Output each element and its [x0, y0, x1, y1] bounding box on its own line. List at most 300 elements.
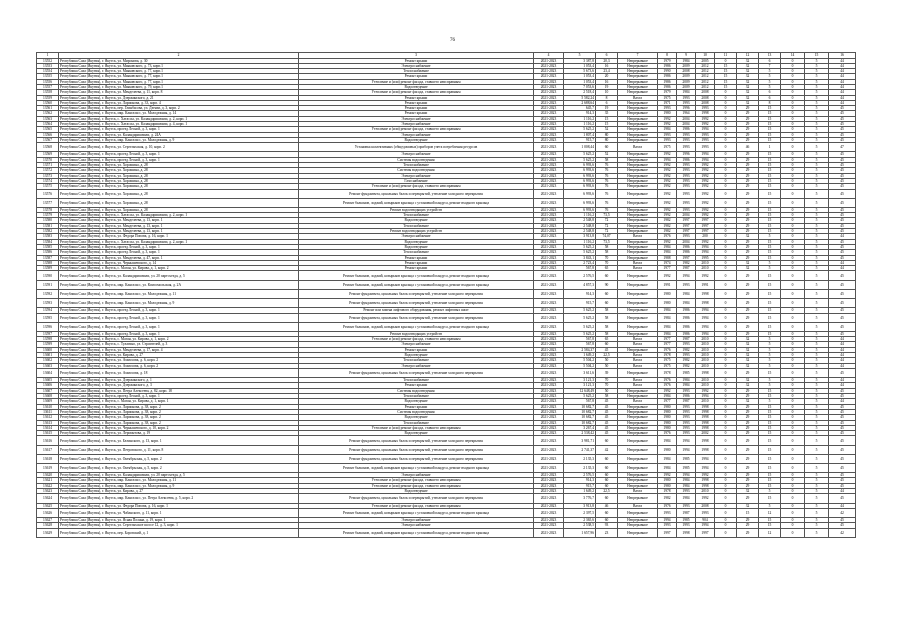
- table-cell: 645,7: [564, 106, 596, 111]
- table-cell: 45: [829, 255, 856, 260]
- table-cell: 1994: [696, 463, 715, 472]
- table-cell: 45: [829, 271, 856, 280]
- table-cell: 32: [737, 503, 759, 508]
- table-cell: 13582: [37, 229, 59, 234]
- table-cell: 0: [781, 157, 805, 162]
- column-header: 8: [658, 53, 677, 59]
- table-cell: 2021-2023: [534, 266, 564, 271]
- table-cell: 1984: [658, 322, 677, 331]
- table-cell: 0: [715, 218, 737, 223]
- table-cell: 0: [715, 342, 737, 347]
- table-cell: 3 913,8: [564, 503, 596, 508]
- table-cell: Непрерывное: [618, 106, 658, 111]
- table-cell: 15: [759, 137, 781, 142]
- table-cell: 0: [781, 218, 805, 223]
- table-cell: 3 843,1: [564, 255, 596, 260]
- table-cell: 45: [829, 368, 856, 377]
- table-cell: 1986: [658, 74, 677, 79]
- table-cell: 1 053,4: [564, 63, 596, 68]
- table-cell: Республика Саха (Якутия), г. Якутск, мкр. Кангаласс, ул. Молодежная, д. 11: [59, 289, 299, 298]
- table-cell: 5: [805, 409, 829, 414]
- table-cell: Ремонт крыши: [299, 58, 534, 63]
- table-cell: 1994: [696, 322, 715, 331]
- table-cell: 73,5: [596, 213, 618, 218]
- table-cell: 45: [829, 168, 856, 173]
- table-cell: 0: [715, 394, 737, 399]
- table-cell: 2021-2023: [534, 508, 564, 517]
- table-cell: Электроснабжение: [299, 523, 534, 528]
- column-header: 10: [696, 53, 715, 59]
- table-cell: 2021-2023: [534, 152, 564, 157]
- table-cell: 13618: [37, 454, 59, 463]
- table-cell: Непрерывное: [618, 425, 658, 430]
- table-cell: 1993: [677, 431, 696, 436]
- table-cell: 15: [759, 478, 781, 483]
- table-cell: 2012: [696, 63, 715, 68]
- table-cell: 2021-2023: [534, 260, 564, 265]
- table-cell: Вахта: [618, 342, 658, 347]
- table-cell: 60: [596, 342, 618, 347]
- table-cell: Ремонт фундамента, цокольных балок и перекрытий, утепление холодного перекрытия: [299, 313, 534, 322]
- table-cell: Ремонт фундамента, цокольных балок и перекрытий, утепление холодного перекрытия: [299, 289, 534, 298]
- table-cell: 1979: [658, 58, 677, 63]
- table-cell: 2008: [696, 503, 715, 508]
- table-cell: 15: [759, 106, 781, 111]
- table-cell: 567,8: [564, 337, 596, 342]
- table-cell: 8: [596, 95, 618, 100]
- table-cell: 29: [737, 415, 759, 420]
- table-cell: 5: [759, 260, 781, 265]
- table-cell: Республика Саха (Якутия), г. Якутск, ул. Кирова, д. 27: [59, 353, 299, 358]
- table-cell: 2021-2023: [534, 143, 564, 152]
- table-cell: 45: [829, 213, 856, 218]
- table-cell: 1980: [658, 478, 677, 483]
- table-cell: 50: [596, 388, 618, 393]
- table-cell: Непрерывное: [618, 271, 658, 280]
- table-cell: 12: [759, 508, 781, 517]
- table-cell: 15: [759, 239, 781, 244]
- table-cell: 0: [715, 508, 737, 517]
- table-cell: Ремонт крыши: [299, 260, 534, 265]
- table-cell: Ремонт крыши: [299, 111, 534, 116]
- table-cell: 1998: [696, 445, 715, 454]
- table-cell: Водоотведение: [299, 84, 534, 89]
- table-cell: Теплоснабжение: [299, 250, 534, 255]
- table-cell: 32: [737, 347, 759, 352]
- table-cell: 0: [781, 207, 805, 212]
- table-cell: 44: [829, 69, 856, 74]
- table-cell: 5: [805, 425, 829, 430]
- table-cell: 2021-2023: [534, 198, 564, 207]
- table-cell: 1982: [677, 347, 696, 352]
- table-cell: 76: [596, 207, 618, 212]
- table-cell: 44: [829, 378, 856, 383]
- table-cell: 15: [759, 178, 781, 183]
- table-cell: Республика Саха (Якутия), г. Якутск, ул. Хорошина, д. 28: [59, 163, 299, 168]
- table-cell: 15: [596, 116, 618, 121]
- table-cell: 1964: [677, 111, 696, 116]
- table-cell: 2010: [696, 353, 715, 358]
- table-cell: Непрерывное: [618, 189, 658, 198]
- table-cell: 0: [781, 280, 805, 289]
- table-cell: 1982: [677, 363, 696, 368]
- table-cell: 1993: [677, 415, 696, 420]
- table-cell: 1980: [658, 445, 677, 454]
- table-cell: 45: [829, 454, 856, 463]
- table-cell: 1992: [658, 198, 677, 207]
- table-cell: 0: [781, 342, 805, 347]
- table-cell: Вахта: [618, 358, 658, 363]
- table-cell: 15: [759, 494, 781, 503]
- table-cell: 20,3: [596, 58, 618, 63]
- table-cell: Ремонт крыши: [299, 74, 534, 79]
- table-cell: 0: [715, 223, 737, 228]
- table-cell: 0: [715, 132, 737, 137]
- table-cell: 1992: [696, 178, 715, 183]
- table-cell: 45: [829, 106, 856, 111]
- table-cell: 15: [759, 445, 781, 454]
- table-cell: 32: [737, 74, 759, 79]
- table-cell: 2021-2023: [534, 122, 564, 127]
- table-cell: 0: [715, 289, 737, 298]
- table-cell: Вахта: [618, 378, 658, 383]
- table-cell: 15: [759, 116, 781, 121]
- table-cell: 29: [737, 137, 759, 142]
- table-cell: 3 267,4: [564, 425, 596, 430]
- table-cell: 29: [737, 163, 759, 168]
- table-cell: 5: [759, 266, 781, 271]
- table-cell: Водоотведение: [299, 218, 534, 223]
- table-cell: Республика Саха (Якутия), г. Якутск, ул. Менделеева, д. 47, корп. 1: [59, 255, 299, 260]
- table-cell: 2021-2023: [534, 189, 564, 198]
- table-cell: 1 116,2: [564, 213, 596, 218]
- table-cell: 0: [715, 404, 737, 409]
- table-cell: 2021-2023: [534, 404, 564, 409]
- table-cell: Республика Саха (Якутия), г. Якутск, проезд Лесной, д. 3, корп. 1: [59, 152, 299, 157]
- table-cell: 2021-2023: [534, 168, 564, 173]
- table-cell: Установка коллективных (общедомовых) приборов учета потребления ресурсов: [299, 143, 534, 152]
- table-cell: Непрерывное: [618, 100, 658, 105]
- table-cell: 45: [596, 409, 618, 414]
- table-cell: 0: [715, 111, 737, 116]
- table-cell: 35: [596, 111, 618, 116]
- table-cell: 0: [781, 63, 805, 68]
- table-cell: 1993: [677, 143, 696, 152]
- table-cell: 2010: [696, 489, 715, 494]
- table-cell: 1982: [677, 260, 696, 265]
- table-cell: 45: [829, 409, 856, 414]
- table-cell: 5: [759, 399, 781, 404]
- table-cell: 19: [596, 106, 618, 111]
- table-cell: Непрерывное: [618, 163, 658, 168]
- table-cell: 1977: [658, 342, 677, 347]
- table-cell: 1978: [658, 368, 677, 377]
- table-cell: 2 576,5: [564, 271, 596, 280]
- table-cell: Ремонт крыши: [299, 266, 534, 271]
- table-cell: 0: [781, 84, 805, 89]
- table-cell: Республика Саха (Якутия), г. Якутск, ул. Петровского, д. 11, корп. 8: [59, 445, 299, 454]
- table-cell: 5 625,2: [564, 331, 596, 336]
- table-cell: 70: [596, 260, 618, 265]
- table-cell: 1984: [677, 289, 696, 298]
- table-cell: 44: [829, 63, 856, 68]
- table-cell: 0: [715, 399, 737, 404]
- table-cell: 3 776,7: [564, 494, 596, 503]
- table-cell: 13587: [37, 255, 59, 260]
- table-cell: 0: [781, 100, 805, 105]
- table-cell: Республика Саха (Якутия), г. Якутск, ул. Ларионова, д. 38, корп. 2: [59, 420, 299, 425]
- table-cell: 5 625,2: [564, 244, 596, 249]
- table-cell: 1987: [677, 337, 696, 342]
- table-cell: 60: [596, 518, 618, 523]
- table-cell: Электроснабжение: [299, 132, 534, 137]
- table-row: [37, 508, 856, 517]
- table-cell: Электроснабжение: [299, 342, 534, 347]
- table-cell: 0: [781, 168, 805, 173]
- table-cell: 0: [781, 74, 805, 79]
- table-cell: 2021-2023: [534, 415, 564, 420]
- table-cell: 15: [715, 74, 737, 79]
- table-cell: 29: [737, 198, 759, 207]
- table-cell: 0: [781, 394, 805, 399]
- table-cell: 15: [759, 229, 781, 234]
- table-cell: 3 121,3: [564, 383, 596, 388]
- table-row: [37, 322, 856, 331]
- table-cell: 15: [759, 213, 781, 218]
- table-cell: 2021-2023: [534, 494, 564, 503]
- table-cell: Республика Саха (Якутия), г. Якутск, ул. Лермонтова, д. 19: [59, 431, 299, 436]
- table-cell: 32: [737, 342, 759, 347]
- table-cell: Непрерывное: [618, 168, 658, 173]
- table-row: [37, 299, 856, 308]
- table-cell: 5: [805, 260, 829, 265]
- table-cell: 13579: [37, 213, 59, 218]
- table-cell: 2 135,3: [564, 463, 596, 472]
- table-cell: 15: [759, 420, 781, 425]
- table-cell: 29: [737, 213, 759, 218]
- table-cell: 6 993,6: [564, 163, 596, 168]
- table-cell: 0: [781, 58, 805, 63]
- table-cell: 0: [781, 388, 805, 393]
- table-cell: 13561: [37, 106, 59, 111]
- table-cell: 47: [829, 143, 856, 152]
- table-cell: 12 648,49: [564, 388, 596, 393]
- table-cell: 15: [759, 111, 781, 116]
- table-cell: 45: [829, 207, 856, 212]
- table-cell: Республика Саха (Якутия), г. Якутск, ул. Маяковского, д. 73, корп.1: [59, 63, 299, 68]
- table-cell: 2010: [696, 399, 715, 404]
- table-cell: Ремонт балконов, лоджий, козырьков крыльца с установкой пандуса, ремонт входного крыльца: [299, 280, 534, 289]
- table-cell: 42: [829, 528, 856, 537]
- table-cell: 1994: [658, 157, 677, 162]
- column-header: 1: [37, 53, 59, 59]
- table-cell: 2021-2023: [534, 383, 564, 388]
- table-cell: 45: [829, 173, 856, 178]
- table-cell: 1992: [658, 116, 677, 121]
- table-cell: 5 625,2: [564, 322, 596, 331]
- table-cell: 2 548,8: [564, 223, 596, 228]
- table-cell: 1992: [696, 116, 715, 121]
- table-cell: 1993: [677, 409, 696, 414]
- table-cell: Республика Саха (Якутия), г. Якутск, пер. Боровский, д. 1: [59, 528, 299, 537]
- table-cell: Непрерывное: [618, 218, 658, 223]
- table-cell: 29: [737, 106, 759, 111]
- table-cell: 60: [596, 289, 618, 298]
- table-cell: 44: [829, 363, 856, 368]
- table-cell: 1992: [658, 152, 677, 157]
- table-cell: 2021-2023: [534, 106, 564, 111]
- table-cell: 22,5: [596, 353, 618, 358]
- table-cell: 1993: [677, 168, 696, 173]
- table-cell: 1993: [677, 280, 696, 289]
- table-cell: 2 365,6: [564, 518, 596, 523]
- table-cell: Непрерывное: [618, 388, 658, 393]
- table-cell: Непрерывное: [618, 207, 658, 212]
- table-cell: 5: [805, 234, 829, 239]
- table-cell: 1992: [658, 388, 677, 393]
- table-cell: 0: [781, 289, 805, 298]
- column-header: 12: [737, 53, 759, 59]
- table-cell: 1976: [658, 503, 677, 508]
- table-cell: 52: [596, 152, 618, 157]
- table-cell: 15: [759, 308, 781, 313]
- table-cell: 5: [759, 503, 781, 508]
- table-cell: Непрерывное: [618, 313, 658, 322]
- table-cell: 0: [781, 122, 805, 127]
- table-cell: 44: [829, 489, 856, 494]
- table-cell: 0: [715, 173, 737, 178]
- table-cell: 45: [829, 189, 856, 198]
- table-cell: 13609: [37, 399, 59, 404]
- table-cell: 1993: [696, 137, 715, 142]
- table-cell: 1993: [677, 489, 696, 494]
- table-cell: 1986: [658, 84, 677, 89]
- table-cell: 1976: [658, 234, 677, 239]
- table-cell: 1992: [658, 271, 677, 280]
- table-cell: Республика Саха (Якутия), г. Якутск, мкр. Кангаласс, ул. Молодежная, д. 11: [59, 478, 299, 483]
- table-cell: 0: [781, 198, 805, 207]
- table-cell: 1977: [658, 399, 677, 404]
- table-cell: 0: [715, 523, 737, 528]
- table-cell: 0: [781, 137, 805, 142]
- table-cell: 2012: [696, 84, 715, 89]
- table-cell: 13621: [37, 478, 59, 483]
- table-cell: 45: [829, 111, 856, 116]
- table-cell: 13565: [37, 127, 59, 132]
- table-cell: Непрерывное: [618, 90, 658, 95]
- table-cell: 0: [715, 383, 737, 388]
- table-cell: Республика Саха (Якутия), г. Якутск, ул. Менделеева, д. 11, корп. 8: [59, 90, 299, 95]
- table-cell: 2021-2023: [534, 137, 564, 142]
- table-cell: 44: [829, 100, 856, 105]
- table-cell: 0: [781, 127, 805, 132]
- table-cell: 2021-2023: [534, 69, 564, 74]
- table-row: [37, 436, 856, 445]
- table-cell: 42: [596, 445, 618, 454]
- table-cell: 5: [759, 383, 781, 388]
- table-cell: 15: [759, 168, 781, 173]
- table-cell: 2021-2023: [534, 431, 564, 436]
- table-cell: Ремонт фундамента, цокольных балок и перекрытий, утепление холодного перекрытия: [299, 445, 534, 454]
- column-header: 16: [829, 53, 856, 59]
- table-cell: 29: [737, 425, 759, 430]
- table-cell: 2021-2023: [534, 250, 564, 255]
- table-cell: 45: [596, 425, 618, 430]
- table-cell: Вахта: [618, 399, 658, 404]
- table-cell: 0: [781, 244, 805, 249]
- table-cell: Республика Саха (Якутия), г. Якутск, ул. Сергеляхская, д. 10, корп. 2: [59, 143, 299, 152]
- table-cell: 0: [781, 473, 805, 478]
- table-cell: 45: [829, 436, 856, 445]
- table-cell: 13615: [37, 431, 59, 436]
- table-cell: 0: [781, 425, 805, 430]
- column-header: 9: [677, 53, 696, 59]
- table-cell: 2021-2023: [534, 313, 564, 322]
- table-cell: 0: [781, 143, 805, 152]
- table-cell: 2021-2023: [534, 218, 564, 223]
- table-cell: 2021-2023: [534, 473, 564, 478]
- table-row: [37, 198, 856, 207]
- table-cell: Ремонт балконов, лоджий, козырьков крыльца с установкой пандуса, ремонт входного крыльца: [299, 528, 534, 537]
- table-cell: 29: [737, 436, 759, 445]
- table-cell: 45: [829, 404, 856, 409]
- table-cell: 13580: [37, 218, 59, 223]
- table-cell: 1994: [696, 244, 715, 249]
- table-cell: 44: [829, 358, 856, 363]
- table-cell: 76: [596, 198, 618, 207]
- table-cell: 0: [715, 157, 737, 162]
- table-cell: 1992: [696, 184, 715, 189]
- column-header: 4: [534, 53, 564, 59]
- table-cell: 1992: [696, 189, 715, 198]
- table-cell: Республика Саха (Якутия), г. Якутск, мкр. Кангаласс, ул. Молодежная, д. 9: [59, 483, 299, 488]
- table-cell: 44: [829, 266, 856, 271]
- table-cell: 0: [781, 69, 805, 74]
- table-cell: 0: [715, 436, 737, 445]
- table-cell: 2010: [696, 342, 715, 347]
- table-cell: 13566: [37, 132, 59, 137]
- table-cell: 39: [596, 368, 618, 377]
- table-cell: Ремонт водоотводящих устройств: [299, 229, 534, 234]
- table-cell: 2021-2023: [534, 342, 564, 347]
- table-cell: 15: [759, 473, 781, 478]
- table-cell: 29: [737, 122, 759, 127]
- table-cell: 2 538,5: [564, 523, 596, 528]
- table-cell: 44: [829, 84, 856, 89]
- table-cell: 2021-2023: [534, 173, 564, 178]
- table-cell: Электроснабжение: [299, 473, 534, 478]
- table-cell: 1 657,96: [564, 528, 596, 537]
- table-cell: Республика Саха (Якутия), г. Якутск, ул. Хорошина, д. 28: [59, 173, 299, 178]
- table-cell: 2021-2023: [534, 157, 564, 162]
- table-cell: 1993: [658, 106, 677, 111]
- table-cell: 15: [759, 271, 781, 280]
- table-cell: 1993: [677, 404, 696, 409]
- table-cell: 5: [805, 163, 829, 168]
- table-cell: Водоотведение: [299, 415, 534, 420]
- table-cell: 2 548,8: [564, 218, 596, 223]
- table-cell: 13570: [37, 157, 59, 162]
- table-cell: 1984: [658, 463, 677, 472]
- table-cell: 13612: [37, 415, 59, 420]
- table-cell: 13595: [37, 313, 59, 322]
- table-cell: 1998: [696, 404, 715, 409]
- table-cell: 76: [596, 173, 618, 178]
- table-cell: 1978: [658, 353, 677, 358]
- table-cell: Электроснабжение: [299, 234, 534, 239]
- table-cell: 0: [715, 308, 737, 313]
- table-cell: 2021-2023: [534, 445, 564, 454]
